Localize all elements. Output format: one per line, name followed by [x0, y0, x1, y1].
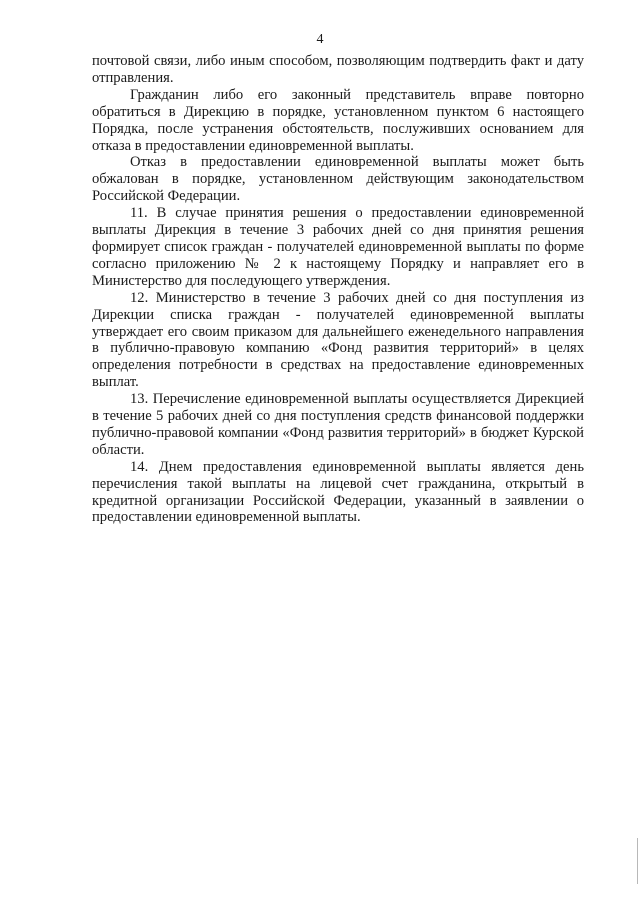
page-number: 4 — [316, 32, 324, 47]
paragraph-item-14: 14. Днем предоставления единовременной выплаты является день перечисления такой выплаты на лицевой счет гражданина, открытый в кредитной организации Российской Федерации, указанный в заявлении о предоставлении единовременной выплаты. — [92, 458, 584, 526]
paragraph-item-13: 13. Перечисление единовременной выплаты осуществляется Дирекцией в течение 5 рабочих дней со дня поступления средств финансовой поддержки публично-правовой компании «Фонд развития территорий» в бюджет Курской области. — [92, 391, 584, 458]
paragraph-item-11: 11. В случае принятия решения о предоставлении единовременной выплаты Дирекция в течение 3 рабочих дней со дня принятия решения формирует список граждан - получателей единовременной выплаты по форме согласно приложению № 2 к настоящему Порядку и направляет его в Министерство для последующего утверждения. — [92, 205, 584, 289]
paragraph-appeal: Отказ в предоставлении единовременной выплаты может быть обжалован в порядке, установленном действующим законодательством Российской Федерации. — [92, 154, 584, 205]
paragraph-item-12: 12. Министерство в течение 3 рабочих дней со дня поступления из Дирекции списка граждан - получателей единовременной выплаты утверждает его своим приказом для дальнейшего еженедельного направления в публично-правовую компанию «Фонд развития территорий» в целях определения потребности в средствах на предоставление единовременных выплат. — [92, 289, 584, 391]
document-body — [92, 53, 584, 526]
scan-edge-mark — [637, 838, 638, 884]
paragraph-continuation: почтовой связи, либо иным способом, позволяющим подтвердить факт и дату отправления. — [92, 53, 584, 86]
paragraph-repeat-application: Гражданин либо его законный представитель вправе повторно обратиться в Дирекцию в порядке, установленном пунктом 6 настоящего Порядка, после устранения обстоятельств, послуживших основанием для отказа в предоставлении единовременной выплаты. — [92, 86, 584, 154]
